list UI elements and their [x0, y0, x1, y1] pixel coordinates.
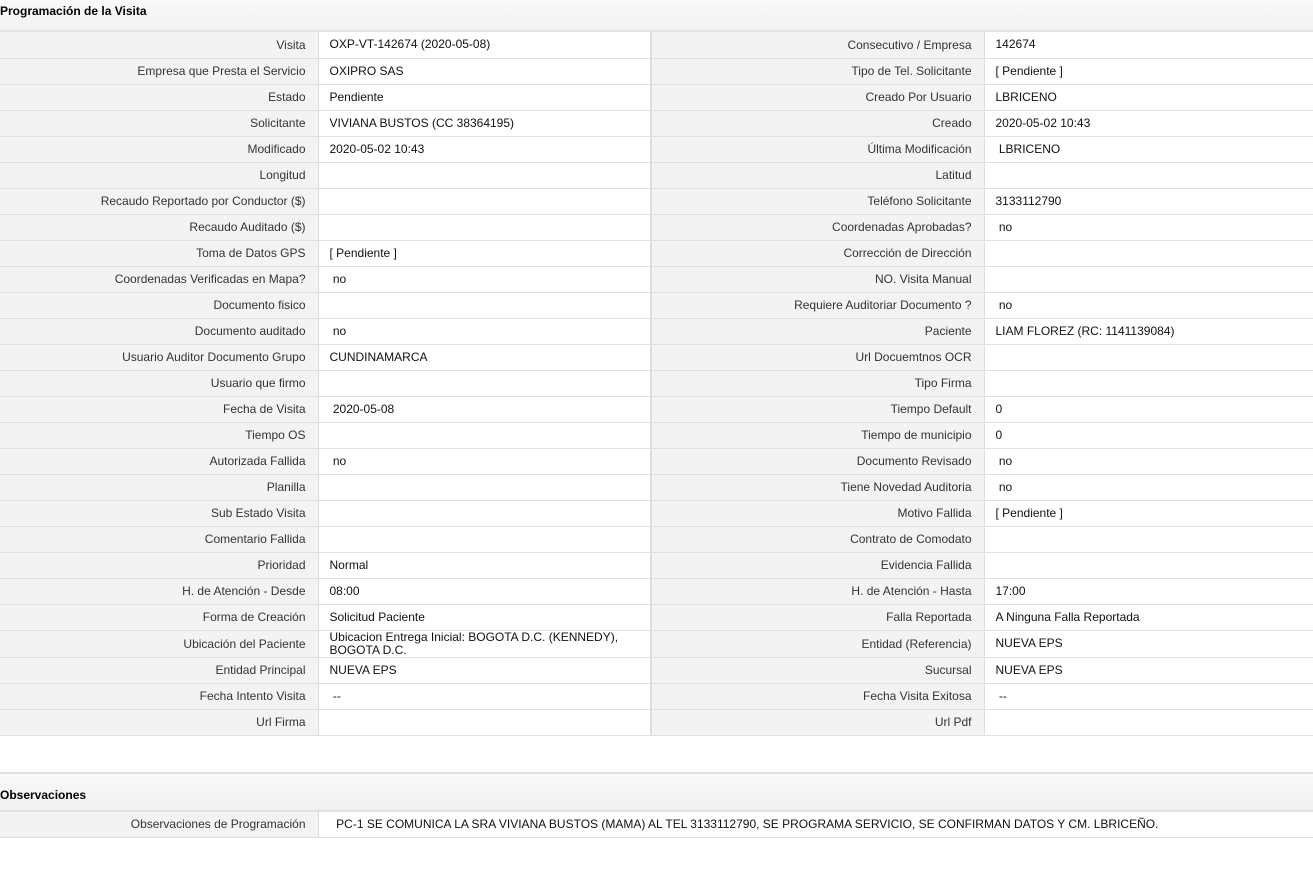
field-label: Latitud: [651, 162, 984, 188]
field-label: Coordenadas Verificadas en Mapa?: [0, 266, 318, 292]
field-value: LIAM FLOREZ (RC: 1141139084): [984, 318, 1313, 344]
field-value: [318, 474, 651, 500]
field-label: Estado: [0, 84, 318, 110]
field-label: Modificado: [0, 136, 318, 162]
table-row: [0, 136, 1313, 162]
field-value: 142674: [984, 32, 1313, 58]
table-row: [0, 474, 1313, 500]
field-label: Motivo Fallida: [651, 500, 984, 526]
field-value: 0: [984, 422, 1313, 448]
field-value: [318, 709, 651, 735]
field-value: Solicitud Paciente: [318, 604, 651, 630]
field-label: H. de Atención - Hasta: [651, 578, 984, 604]
field-label: Solicitante: [0, 110, 318, 136]
field-value: --: [984, 683, 1313, 709]
table-row: [0, 709, 1313, 735]
table-row: [0, 214, 1313, 240]
field-value: A Ninguna Falla Reportada: [984, 604, 1313, 630]
table-row: [0, 58, 1313, 84]
field-value: VIVIANA BUSTOS (CC 38364195): [318, 110, 651, 136]
field-label: Tipo de Tel. Solicitante: [651, 58, 984, 84]
field-value: --: [318, 683, 651, 709]
field-value: CUNDINAMARCA: [318, 344, 651, 370]
field-label: Fecha Intento Visita: [0, 683, 318, 709]
field-label: Ubicación del Paciente: [0, 630, 318, 657]
field-label: Entidad Principal: [0, 657, 318, 683]
table-row: [0, 292, 1313, 318]
observations-table: [0, 812, 1313, 839]
field-label: Longitud: [0, 162, 318, 188]
field-label: Contrato de Comodato: [651, 526, 984, 552]
table-row: [0, 604, 1313, 630]
field-label: Requiere Auditoriar Documento ?: [651, 292, 984, 318]
field-label: Empresa que Presta el Servicio: [0, 58, 318, 84]
field-value: [318, 370, 651, 396]
field-value: no: [984, 474, 1313, 500]
field-value: no: [318, 448, 651, 474]
table-row: [0, 162, 1313, 188]
field-value: Normal: [318, 552, 651, 578]
field-label: Teléfono Solicitante: [651, 188, 984, 214]
field-label: Fecha de Visita: [0, 396, 318, 422]
field-value: [318, 162, 651, 188]
visit-details-table: [0, 32, 1313, 736]
table-row: [0, 657, 1313, 683]
field-value: LBRICENO: [984, 136, 1313, 162]
field-label: Documento Revisado: [651, 448, 984, 474]
field-value: NUEVA EPS: [318, 657, 651, 683]
field-value: [318, 500, 651, 526]
field-value: [984, 526, 1313, 552]
field-label: Usuario Auditor Documento Grupo: [0, 344, 318, 370]
field-value: OXP-VT-142674 (2020-05-08): [318, 32, 651, 58]
field-value: [318, 214, 651, 240]
field-label: Url Pdf: [651, 709, 984, 735]
table-row: [0, 32, 1313, 58]
field-label: H. de Atención - Desde: [0, 578, 318, 604]
field-label: Sub Estado Visita: [0, 500, 318, 526]
field-value: 3133112790: [984, 188, 1313, 214]
field-label: Url Firma: [0, 709, 318, 735]
field-value: [984, 709, 1313, 735]
field-label: Creado: [651, 110, 984, 136]
table-row: [0, 370, 1313, 396]
field-value: [ Pendiente ]: [318, 240, 651, 266]
field-label: Usuario que firmo: [0, 370, 318, 396]
field-label: Entidad (Referencia): [651, 630, 984, 657]
field-label: Prioridad: [0, 552, 318, 578]
field-label: Última Modificación: [651, 136, 984, 162]
field-value: [318, 526, 651, 552]
field-value: 2020-05-02 10:43: [984, 110, 1313, 136]
field-value: [318, 188, 651, 214]
field-value: 2020-05-08: [318, 396, 651, 422]
field-value: no: [318, 266, 651, 292]
table-row: [0, 630, 1313, 657]
section-title: Observaciones: [0, 787, 87, 802]
field-label: Comentario Fallida: [0, 526, 318, 552]
table-row: [0, 240, 1313, 266]
table-row: [0, 188, 1313, 214]
field-label: Recaudo Auditado ($): [0, 214, 318, 240]
table-row: [0, 578, 1313, 604]
field-value: Pendiente: [318, 84, 651, 110]
field-label: Tiene Novedad Auditoria: [651, 474, 984, 500]
table-row: [0, 448, 1313, 474]
field-value: [984, 370, 1313, 396]
field-value: no: [318, 318, 651, 344]
field-value: 17:00: [984, 578, 1313, 604]
table-row: [0, 318, 1313, 344]
field-value: [984, 240, 1313, 266]
field-value: no: [984, 214, 1313, 240]
table-row: [0, 422, 1313, 448]
table-row: [0, 552, 1313, 578]
field-label: Url Docuemtnos OCR: [651, 344, 984, 370]
field-label: Sucursal: [651, 657, 984, 683]
field-label: Observaciones de Programación: [0, 812, 318, 838]
field-value: PC-1 SE COMUNICA LA SRA VIVIANA BUSTOS (MAMA) AL TEL 3133112790, SE PROGRAMA SERVICIO, SE CONFIRMAN DATOS Y CM. LBRICEÑO.: [318, 812, 1313, 838]
field-value: [984, 266, 1313, 292]
field-value: [984, 552, 1313, 578]
field-value: 08:00: [318, 578, 651, 604]
table-row: [0, 500, 1313, 526]
field-label: Recaudo Reportado por Conductor ($): [0, 188, 318, 214]
field-label: Planilla: [0, 474, 318, 500]
field-value: [318, 422, 651, 448]
field-value: 0: [984, 396, 1313, 422]
field-label: Consecutivo / Empresa: [651, 32, 984, 58]
section-header-programacion: [0, 0, 1313, 32]
table-row: [0, 526, 1313, 552]
field-label: Paciente: [651, 318, 984, 344]
table-row: [0, 683, 1313, 709]
field-label: Visita: [0, 32, 318, 58]
table-row: [0, 812, 1313, 838]
table-row: [0, 84, 1313, 110]
field-value: 2020-05-02 10:43: [318, 136, 651, 162]
field-label: Toma de Datos GPS: [0, 240, 318, 266]
field-value: [ Pendiente ]: [984, 58, 1313, 84]
field-label: Autorizada Fallida: [0, 448, 318, 474]
section-header-observaciones: [0, 772, 1313, 812]
field-label: Forma de Creación: [0, 604, 318, 630]
field-label: Tiempo OS: [0, 422, 318, 448]
field-value: [318, 292, 651, 318]
table-row: [0, 344, 1313, 370]
field-value: NUEVA EPS: [984, 630, 1313, 657]
field-value: no: [984, 292, 1313, 318]
section-title: Programación de la Visita: [0, 4, 147, 18]
field-value: OXIPRO SAS: [318, 58, 651, 84]
field-label: Fecha Visita Exitosa: [651, 683, 984, 709]
field-value: [984, 162, 1313, 188]
field-label: Documento fisico: [0, 292, 318, 318]
field-label: Tipo Firma: [651, 370, 984, 396]
table-row: [0, 396, 1313, 422]
field-label: NO. Visita Manual: [651, 266, 984, 292]
field-label: Evidencia Fallida: [651, 552, 984, 578]
field-value: no: [984, 448, 1313, 474]
field-label: Falla Reportada: [651, 604, 984, 630]
field-label: Tiempo Default: [651, 396, 984, 422]
field-label: Tiempo de municipio: [651, 422, 984, 448]
field-label: Coordenadas Aprobadas?: [651, 214, 984, 240]
field-label: Creado Por Usuario: [651, 84, 984, 110]
field-value: NUEVA EPS: [984, 657, 1313, 683]
field-value: [984, 344, 1313, 370]
field-label: Documento auditado: [0, 318, 318, 344]
table-row: [0, 110, 1313, 136]
field-value: LBRICENO: [984, 84, 1313, 110]
field-label: Corrección de Dirección: [651, 240, 984, 266]
table-row: [0, 266, 1313, 292]
field-value: [ Pendiente ]: [984, 500, 1313, 526]
field-value: Ubicacion Entrega Inicial: BOGOTA D.C. (KENNEDY), BOGOTA D.C.: [318, 630, 651, 657]
